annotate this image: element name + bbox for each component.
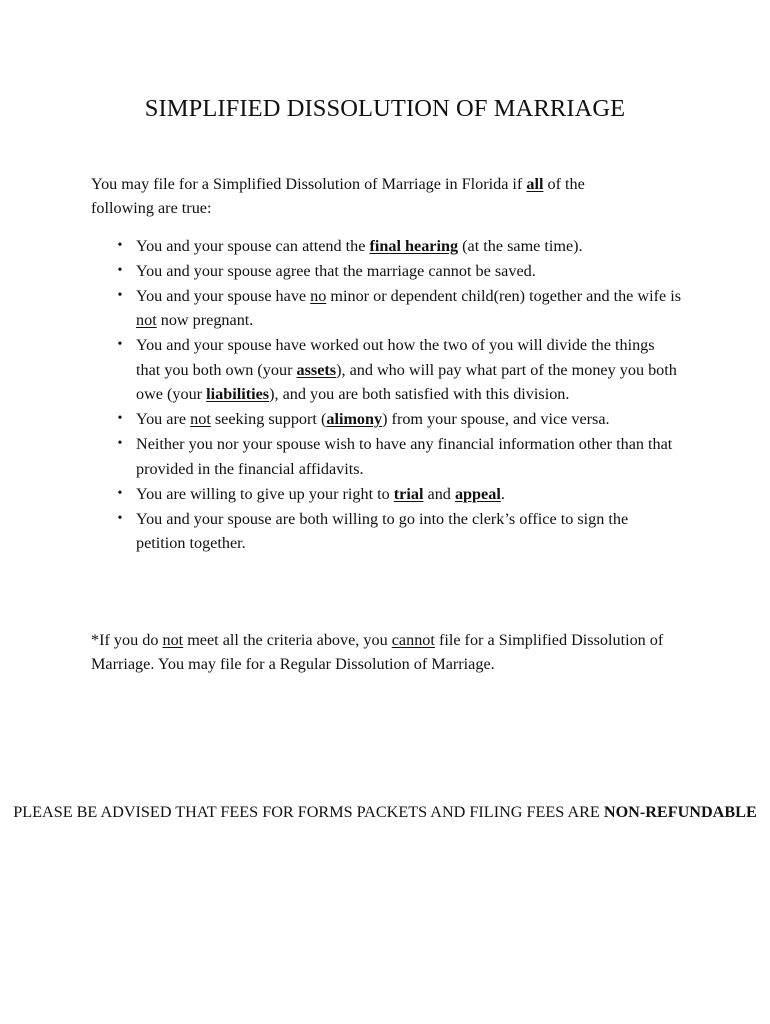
emphasis-no: no — [310, 287, 327, 305]
term-alimony: alimony — [326, 410, 383, 429]
criteria-item-no-children — [117, 284, 682, 333]
intro-paragraph — [91, 172, 651, 221]
emphasis-not: not — [190, 410, 211, 429]
criteria-text: ), and you are both satisfied with this division. — [269, 385, 570, 404]
emphasis-not: not — [136, 311, 157, 330]
criteria-item-clerk-office — [117, 507, 681, 556]
term-trial: trial — [393, 484, 424, 503]
note-text: meet all the criteria above, you — [183, 631, 392, 649]
criteria-text: ) from your spouse, and vice versa. — [382, 410, 610, 429]
bullet-icon: • — [117, 337, 123, 353]
emphasis-cannot: cannot — [391, 631, 435, 649]
fee-advisory — [0, 800, 770, 824]
criteria-text: You and your spouse are both willing to go into the clerk’s office to sign the petition together. — [136, 509, 629, 553]
page-title: SIMPLIFIED DISSOLUTION OF MARRIAGE — [144, 95, 626, 122]
criteria-text: minor or dependent child(ren) together and the wife is — [326, 287, 682, 305]
criteria-text: ), and who will pay what part of the money you both owe (your — [136, 360, 677, 404]
criteria-text: . — [500, 484, 505, 503]
term-final-hearing: final hearing — [369, 237, 459, 255]
bullet-icon: • — [117, 436, 123, 452]
criteria-text: (at the same time). — [458, 237, 583, 255]
criteria-text: now pregnant. — [156, 311, 254, 330]
term-liabilities: liabilities — [206, 385, 270, 404]
term-assets: assets — [296, 360, 337, 379]
criteria-text: and — [423, 484, 455, 503]
criteria-note — [91, 628, 691, 677]
bullet-icon: • — [117, 238, 123, 253]
bullet-icon: • — [117, 485, 123, 501]
emphasis-non-refundable: NON-REFUNDABLE — [603, 803, 757, 821]
criteria-list — [0, 234, 770, 556]
criteria-item-trial-appeal — [117, 482, 681, 506]
advisory-text: PLEASE BE ADVISED THAT FEES FOR FORMS PACKETS AND FILING FEES ARE — [13, 803, 604, 821]
note-text: *If you do — [91, 631, 163, 649]
bullet-icon: • — [117, 263, 123, 278]
criteria-item-financial-info — [117, 432, 681, 481]
criteria-item-no-alimony — [117, 407, 681, 431]
criteria-item-marriage-not-saved — [117, 259, 681, 283]
criteria-text: You and your spouse have worked out how the two of you will divide the things that you both own (your — [136, 336, 655, 379]
intro-text: You may file for a Simplified Dissolution of Marriage in Florida if — [91, 175, 527, 193]
bullet-icon: • — [117, 510, 123, 526]
criteria-item-assets-liabilities — [117, 333, 681, 406]
criteria-text: You and your spouse can attend the — [136, 237, 370, 255]
criteria-item-final-hearing — [117, 234, 681, 258]
term-appeal: appeal — [454, 484, 501, 503]
criteria-text: seeking support ( — [210, 410, 327, 429]
note-text: file for a Simplified Dissolution of Marriage. You may file for a Regular Dissolution of Marriage. — [91, 631, 664, 674]
criteria-text: You and your spouse have — [136, 287, 311, 305]
criteria-text: You are willing to give up your right to — [136, 484, 394, 503]
bullet-icon: • — [117, 288, 123, 303]
criteria-text: Neither you nor your spouse wish to have any financial information other than that provided in the financial affidavits. — [136, 435, 673, 478]
intro-text: of the following are true: — [91, 175, 585, 218]
bullet-icon: • — [117, 411, 123, 427]
intro-emphasis-all: all — [526, 175, 544, 193]
criteria-text: You are — [136, 410, 191, 429]
emphasis-not: not — [162, 631, 184, 649]
criteria-text: You and your spouse agree that the marriage cannot be saved. — [136, 262, 536, 280]
